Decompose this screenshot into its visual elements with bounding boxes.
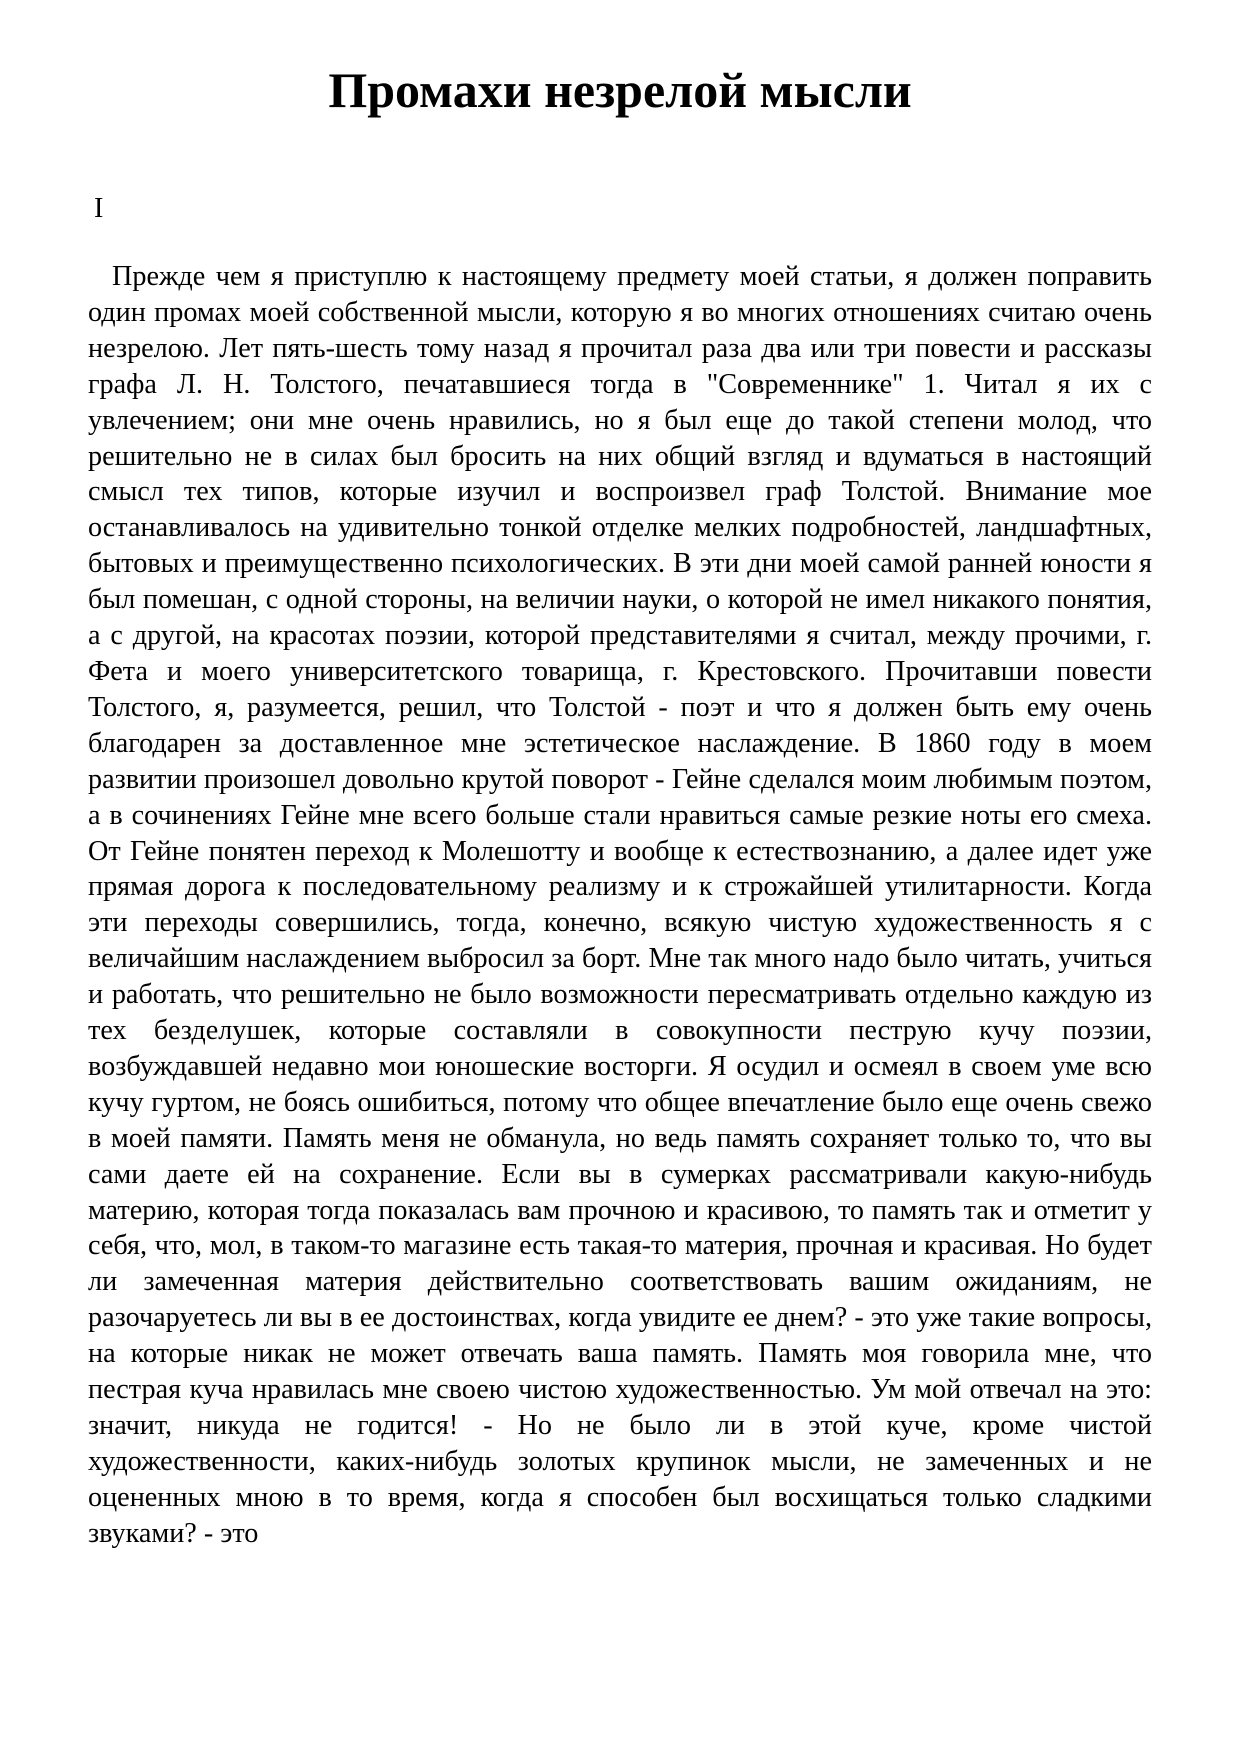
page-title: Промахи незрелой мысли [328,62,912,118]
body-paragraph: Прежде чем я приступлю к настоящему предмету моей статьи, я должен поправить один промах моей собственной мысли, которую я во многих отношениях считаю очень незрелою. Лет пять-шесть тому назад я прочитал раза два или три повести и рассказы графа Л. Н. Толстого, печатавшиеся тогда в "Современнике" 1. Читал я их с увлечением; они мне очень нравились, но я был еще до такой степени молод, что решительно не в силах был бросить на них общий взгляд и вдуматься в настоящий смысл тех типов, которые изучил и воспроизвел граф Толстой. Внимание мое останавливалось на удивительно тонкой отделке мелких подробностей, ландшафтных, бытовых и преимущественно психологических. В эти дни моей самой ранней юности я был помешан, с одной стороны, на величии науки, о которой не имел никакого понятия, а с другой, на красотах поэзии, которой представителями я считал, между прочими, г. Фета и моего университетского товарища, г. Крестовского. Прочитавши повести Толстого, я, разумеется, решил, что Толстой - поэт и что я должен быть ему очень благодарен за доставленное мне эстетическое наслаждение. В 1860 году в моем развитии произошел довольно крутой поворот - Гейне сделался моим любимым поэтом, а в сочинениях Гейне мне всего больше стали нравиться самые резкие ноты его смеха. От Гейне понятен переход к Молешотту и вообще к естествознанию, а далее идет уже прямая дорога к последовательному реализму и к строжайшей утилитарности. Когда эти переходы совершились, тогда, конечно, всякую чистую художественность я с величайшим наслаждением выбросил за борт. Мне так много надо было читать, учиться и работать, что решительно не было возможности пересматривать отдельно каждую из тех безделушек, которые составляли в совокупности пеструю кучу поэзии, возбуждавшей недавно мои юношеские восторги. Я осудил и осмеял в своем уме всю кучу гуртом, не боясь ошибиться, потому что общее впечатление было еще очень свежо в моей памяти. Память меня не обманула, но ведь память сохраняет только то, что вы сами даете ей на сохранение. Если вы в сумерках рассматривали какую-нибудь материю, которая тогда показалась вам прочною и красивою, то память так и отметит у себя, что, мол, в таком-то магазине есть такая-то материя, прочная и красивая. Но будет ли замеченная материя действительно соответствовать вашим ожиданиям, не разочаруетесь ли вы в ее достоинствах, когда увидите ее днем? - это уже такие вопросы, на которые никак не может отвечать ваша память. Память моя говорила мне, что пестрая куча нравилась мне своею чистою художественностью. Ум мой отвечал на это: значит, никуда не годится! - Но не было ли в этой куче, кроме чистой художественности, каких-нибудь золотых крупинок мысли, не замеченных и не оцененных мною в то время, когда я способен был восхищаться только сладкими звуками? - это [88,261,1152,1549]
chapter-number: I [94,193,104,224]
